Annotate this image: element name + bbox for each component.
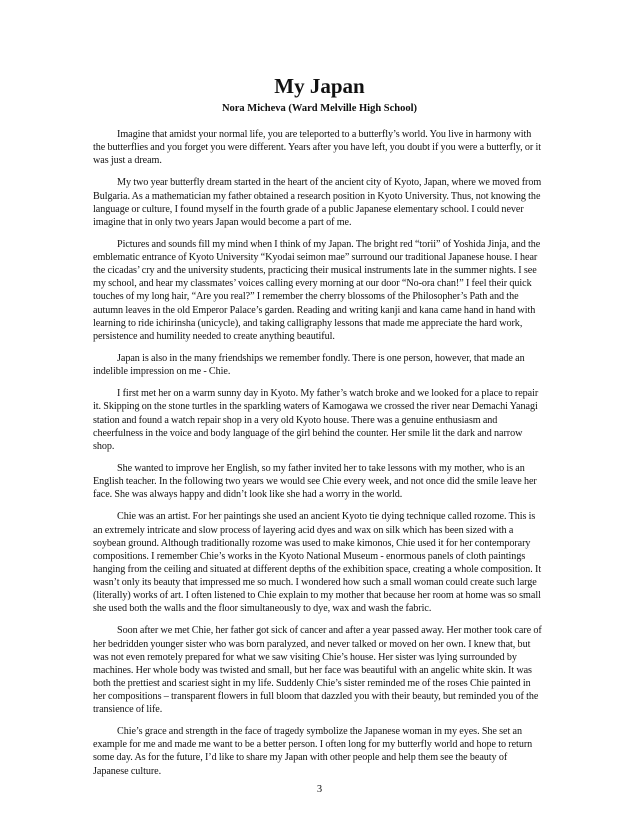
paragraph: My two year butterfly dream started in the heart of the ancient city of Kyoto, Japan, where we moved from Bulgaria. As a mathematician my father obtained a research position in Kyoto University. Thus, not knowing the language or culture, I found myself in the fourth grade of a public Japanese elementary school. I could never imagine that in only two years Japan would become a part of me. <box>93 177 542 228</box>
paragraph: Pictures and sounds fill my mind when I think of my Japan. The bright red “torii” of Yoshida Jinja, and the emblematic entrance of Kyoto University “Kyodai seimon mae” surround our traditional Japanese house. I hear the cicadas’ cry and the university students, practicing their musical instruments late in the summer nights. I see my school, and hear my classmates’ voices calling every morning at our door “No-ora chan!” I feel their quick touches of my long hair, “Are you real?” I remember the cherry blossoms of the Philosopher’s Path and the autumn leaves in the old Emperor Palace’s garden. Reading and writing kanji and kana came hand in hand with learning to ride ichirinsha (unicycle), and taking calligraphy lessons that made me appreciate the hard work, persistence and humility needed to create anything beautiful. <box>93 239 541 342</box>
author-line: Nora Micheva (Ward Melville High School) <box>221 103 418 114</box>
paragraph: Chie was an artist. For her paintings she used an ancient Kyoto tie dying technique called rozome. This is an extremely intricate and slow process of layering acid dyes and wax on silk which has been sized with a soybean ground. Although traditionally rozome was used to make kimonos, Chie used it for her contemporary compositions. I remember Chie’s works in the Kyoto National Museum - enormous panels of cloth paintings hanging from the ceiling and situated at different depths of the exhibition space, creating a whole composition. It wasn’t only its beauty that impressed me so much. I wondered how such a small woman could create such large (literally) works of art. I often listened to Chie explain to my mother that because her room at home was so small she used both the walls and the floor simultaneously to dye, wax and wash the fabric. <box>93 511 542 615</box>
paragraph: Chie’s grace and strength in the face of tragedy symbolize the Japanese woman in my eyes. She set an example for me and made me want to be a better person. I often long for my butterfly world and hope to return some day. As for the future, I’d like to share my Japan with other people and help them see the beauty of Japanese culture. <box>93 726 533 777</box>
page-number: 3 <box>316 784 323 795</box>
paragraph: Soon after we met Chie, her father got sick of cancer and after a year passed away. Her mother took care of her bedridden younger sister who was born paralyzed, and never talked or moved on her own. I knew that, but was not even remotely prepared for what we saw visiting Chie’s house. Her sister was lying surrounded by machines. Her whole body was twisted and small, but her face was beautiful with an angelic white skin. It was both the prettiest and scariest sight in my life. Suddenly Chie’s sister reminded me of the roses Chie painted in her compositions – transparent flowers in full bloom that dazzled you with their beauty, but reminded you of the transience of life. <box>93 625 542 715</box>
essay-title: My Japan <box>274 74 365 98</box>
paragraph: I first met her on a warm sunny day in Kyoto. My father’s watch broke and we looked for a place to repair it. Skipping on the stone turtles in the sparkling waters of Kamogawa we crossed the river near Demachi Yanagi station and found a watch repair shop in a very old Kyoto house. There was a genuine enthusiasm and cheerfulness in the voice and body language of the girl behind the counter. Her smile lit the dark and narrow shop. <box>93 388 539 452</box>
paragraph: Japan is also in the many friendships we remember fondly. There is one person, however, that made an indelible impression on me - Chie. <box>93 352 525 378</box>
paragraph: Imagine that amidst your normal life, you are teleported to a butterfly’s world. You live in harmony with the butterflies and you forget you were different. Years after you have left, you doubt if you were a butterfly, or it was just a dream. <box>93 129 542 167</box>
essay-body <box>93 128 545 787</box>
paragraph: She wanted to improve her English, so my father invited her to take lessons with my mother, who is an English teacher. In the following two years we would see Chie every week, and not once did the smile leave her face. She was always happy and didn’t look like she had a worry in the world. <box>93 463 537 501</box>
